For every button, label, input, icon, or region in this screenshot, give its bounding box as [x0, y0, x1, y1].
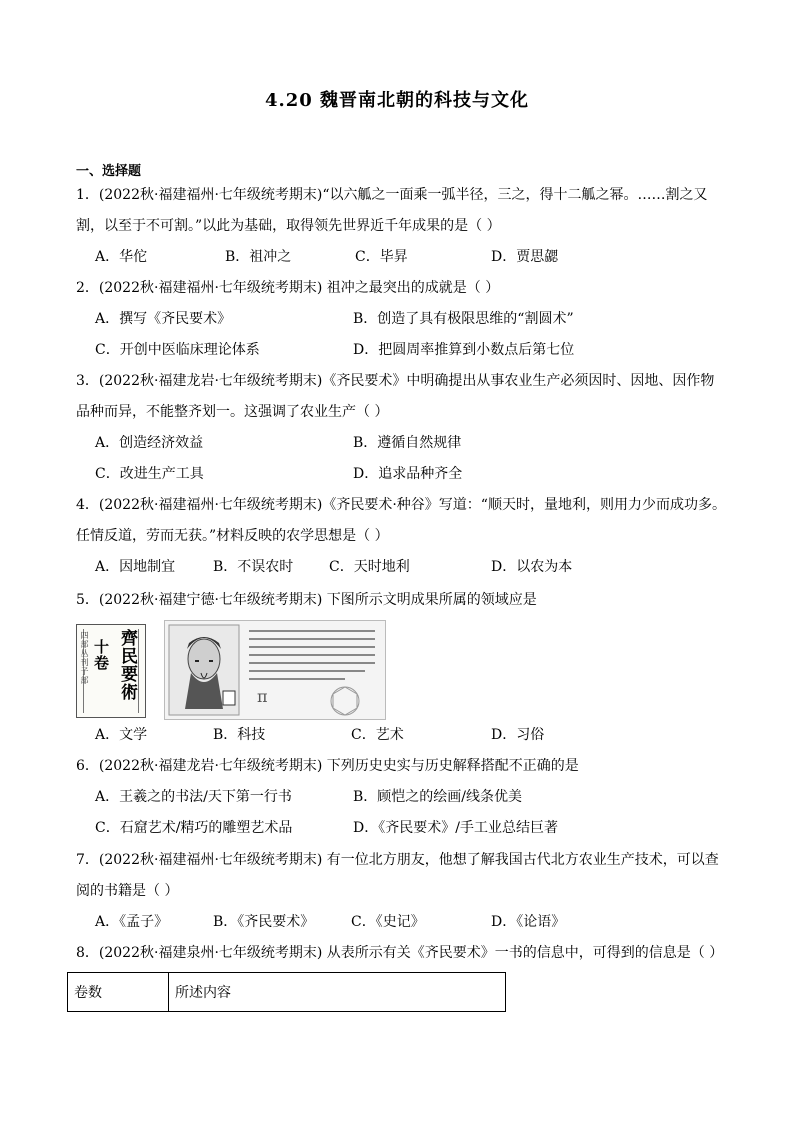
question-7: 7．(2022秋·福建福州·七年级统考期末) 有一位北方朋友，他想了解我国古代北方农业生产技术，可以查阅的书籍是（ ） [76, 852, 719, 899]
option-b[interactable]: B．祖冲之 [225, 249, 292, 265]
option-b[interactable]: B．顾恺之的绘画/线条优美 [353, 789, 523, 805]
option-a[interactable]: A．撰写《齐民要术》 [95, 311, 232, 327]
option-d[interactable]: D．贾思勰 [491, 249, 559, 265]
option-b[interactable]: B．《齐民要术》 [213, 914, 315, 930]
pi-symbol: π [257, 687, 268, 706]
section-heading: 一、选择题 [76, 164, 142, 179]
question-5: 5．(2022秋·福建宁德·七年级统考期末) 下图所示文明成果所属的领域应是 [76, 592, 537, 608]
option-a[interactable]: A．王羲之的书法/天下第一行书 [95, 789, 292, 805]
book-cover-caption: 四部丛刊子部 [80, 631, 89, 685]
option-c[interactable]: C．毕昇 [355, 249, 408, 265]
table-header-content: 所述内容 [169, 973, 506, 1012]
table-header-volume: 卷数 [68, 973, 169, 1012]
option-d[interactable]: D．《论语》 [491, 914, 566, 930]
option-c[interactable]: C．天时地利 [329, 559, 410, 575]
option-d[interactable]: D．把圆周率推算到小数点后第七位 [353, 342, 575, 358]
option-c[interactable]: C．《史记》 [351, 914, 425, 930]
zu-chongzhi-stamp-image [164, 620, 386, 720]
book-cover-image [76, 624, 146, 718]
option-a[interactable]: A．因地制宜 [95, 559, 176, 575]
option-a[interactable]: A．创造经济效益 [95, 435, 204, 451]
option-b[interactable]: B．不误农时 [213, 559, 294, 575]
option-b[interactable]: B．遵循自然规律 [353, 435, 462, 451]
question-2: 2．(2022秋·福建福州·七年级统考期末) 祖冲之最突出的成就是（ ） [76, 280, 500, 296]
option-c[interactable]: C．石窟艺术/精巧的雕塑艺术品 [95, 820, 293, 836]
question-8: 8．(2022秋·福建泉州·七年级统考期末) 从表所示有关《齐民要术》一书的信息中，可得到的信息是（ ） [76, 945, 724, 961]
option-b[interactable]: B．科技 [213, 727, 266, 743]
option-d[interactable]: D．以农为本 [491, 559, 573, 575]
info-table [67, 972, 506, 1012]
book-volume-label: 十卷 [92, 639, 110, 671]
page-title: 4.20 魏晋南北朝的科技与文化 [264, 90, 530, 111]
option-c[interactable]: C．开创中医临床理论体系 [95, 342, 260, 358]
option-d[interactable]: D．习俗 [491, 727, 545, 743]
option-c[interactable]: C．改进生产工具 [95, 466, 204, 482]
stamp-illustration [165, 621, 385, 719]
option-a[interactable]: A．文学 [95, 727, 148, 743]
option-c[interactable]: C．艺术 [351, 727, 404, 743]
option-d[interactable]: D．《齐民要术》/手工业总结巨著 [353, 820, 558, 836]
table-header-row [68, 973, 506, 1012]
option-a[interactable]: A．华佗 [95, 249, 148, 265]
option-d[interactable]: D．追求品种齐全 [353, 466, 463, 482]
question-3: 3．(2022秋·福建龙岩·七年级统考期末)《齐民要术》中明确提出从事农业生产必须因时、因地、因作物品种而异，不能整齐划一。这强调了农业生产（ ） [76, 373, 715, 420]
question-1: 1．(2022秋·福建福州·七年级统考期末)“以六觚之一面乘一弧半径，三之，得十二觚之幂。……割之又割，以至于不可割。”以此为基础，取得领先世界近千年成果的是（ ） [76, 187, 708, 234]
question-4: 4．(2022秋·福建福州·七年级统考期末)《齐民要术·种谷》写道：“顺天时，量地利，则用力少而成功多。任情反道，劳而无获。”材料反映的农学思想是（ ） [76, 497, 726, 544]
option-b[interactable]: B．创造了具有极限思维的“割圆术” [353, 311, 574, 327]
option-a[interactable]: A．《孟子》 [95, 914, 169, 930]
question-6: 6．(2022秋·福建龙岩·七年级统考期末) 下列历史史实与历史解释搭配不正确的是 [76, 758, 579, 774]
book-title: 齊民要術 [117, 629, 137, 701]
